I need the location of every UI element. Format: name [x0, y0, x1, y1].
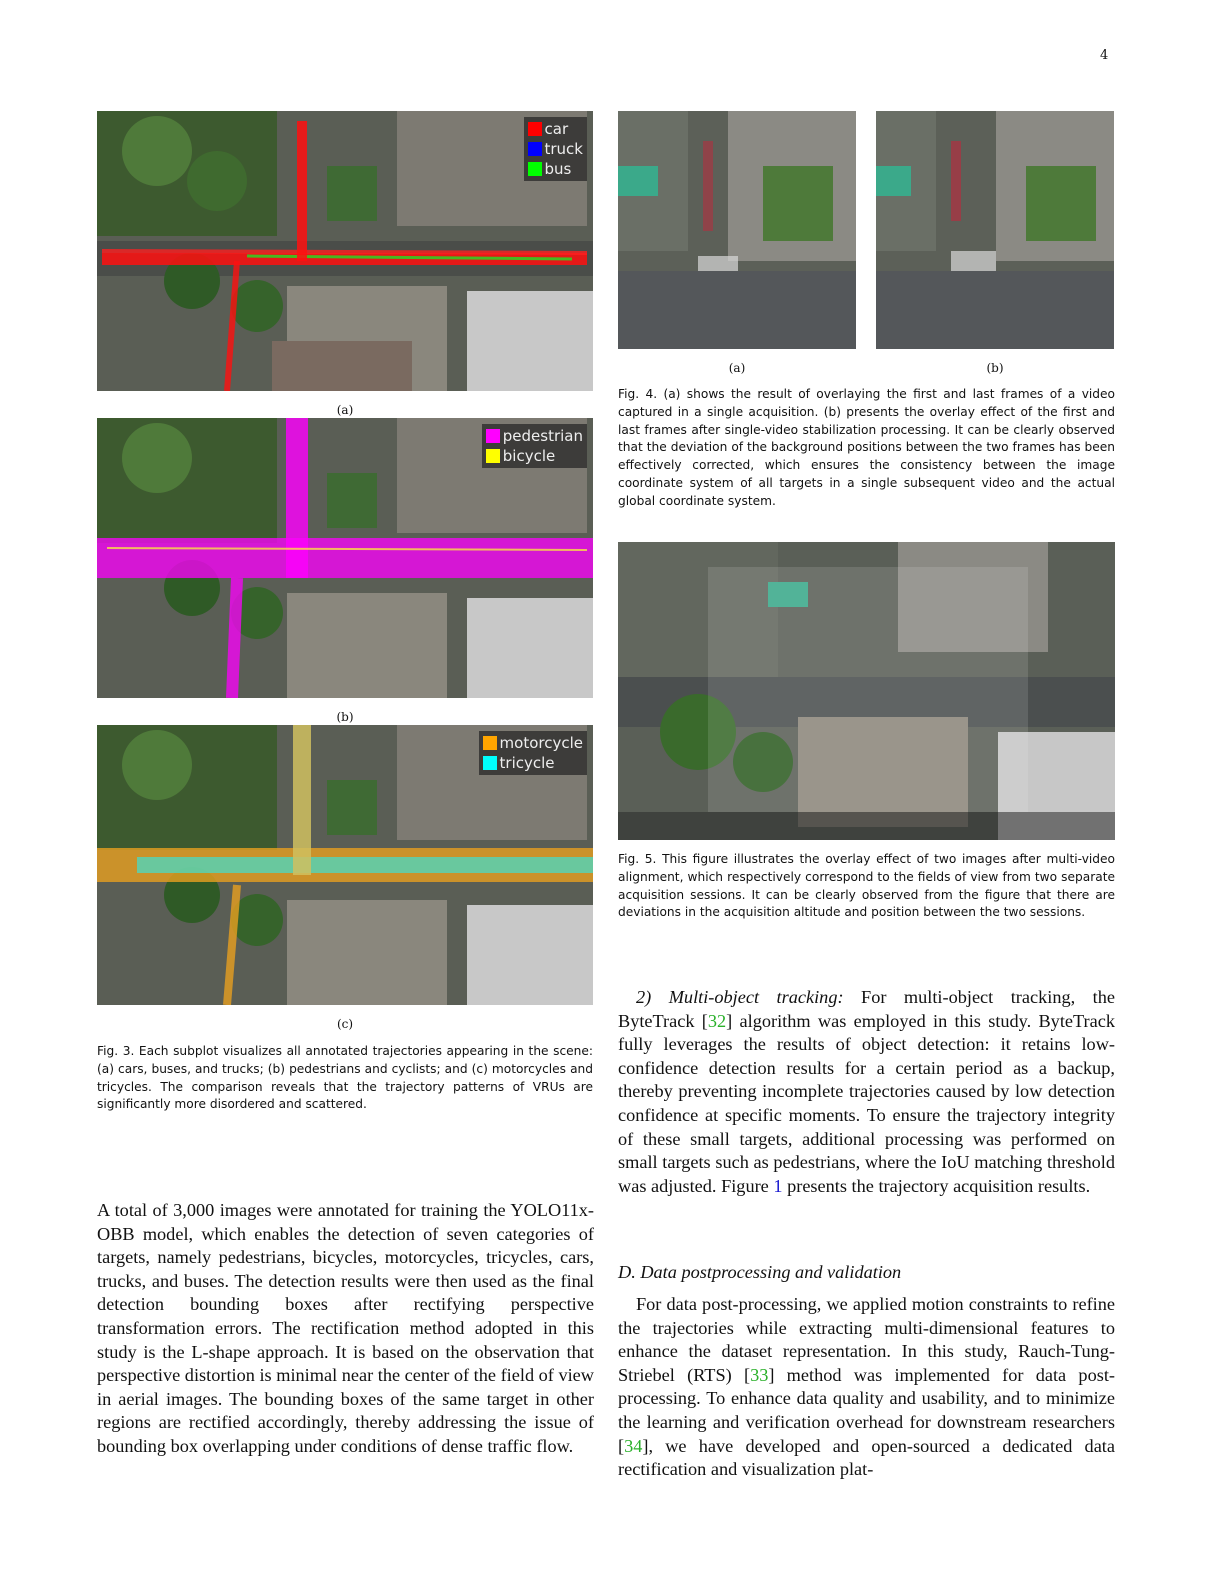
fig4a-label: (a) [728, 361, 746, 375]
legend-item [528, 119, 584, 139]
fig4b-label: (b) [986, 361, 1004, 375]
left-column-paragraph [97, 1199, 594, 1459]
body-paragraph: A total of 3,000 images were annotated for training the YOLO11x-OBB model, which enables the detection of seven categories of targets, namely pedestrians, bicycles, motorcycles, tricycles, cars, trucks, and buses. The detection results were then used as the final detection bounding boxes after rectifying perspective transformation errors. The rectification method adopted in this study is the L-shape approach. It is based on the observation that perspective distortion is minimal near the center of the field of view in aerial images. The bounding boxes of the same target in other regions are rectified accordingly, thereby addressing the issue of bounding box overlapping under conditions of dense traffic flow. [97, 1200, 594, 1456]
tracking-text [618, 986, 1115, 1198]
fig4b-scene [876, 111, 1114, 349]
fig5-image [618, 542, 1115, 840]
fig3a-image [97, 111, 593, 391]
fig3c-label: (c) [336, 1017, 354, 1031]
fig3b-label: (b) [336, 710, 354, 724]
fig3c-legend [479, 731, 587, 775]
postprocessing-paragraph [618, 1293, 1115, 1482]
section-heading: D. Data postprocessing and validation [618, 1262, 902, 1282]
legend-label: tricycle [499, 754, 555, 772]
legend-item [486, 426, 583, 446]
fig3a-label: (a) [336, 403, 354, 417]
fig3b-legend [482, 424, 587, 468]
fig4a-image [618, 111, 856, 349]
legend-swatch [528, 122, 542, 136]
legend-swatch [486, 449, 500, 463]
fig3a-legend [524, 117, 588, 181]
legend-label: bicycle [502, 447, 556, 465]
tracking-text-3: presents the trajectory acquisition results. [782, 1175, 1091, 1196]
legend-swatch [528, 142, 542, 156]
fig4-caption: Fig. 4. (a) shows the result of overlaying the first and last frames of a video captured in a single acquisition. (b) presents the overlay effect of the first and last frames after single-video stabilization processing. It can be clearly observed that the deviation of the background positions between the two frames has been effectively corrected, which ensures the consistency between the image coordinate system of all targets in a single subsequent video and the actual global coordinate system. [618, 387, 1115, 508]
tracking-text-2: ] algorithm was employed in this study. ByteTrack fully leverages the results of object detection: it retains low-confidence detection results for a certain period as a backup, thereby preventing incomplete trajectories caused by low detection confidence at specific moments. To ensure the trajectory integrity of these small targets, additional processing was performed on small targets such as pedestrians, where the IoU matching threshold was adjusted. Figure [618, 1010, 1115, 1196]
legend-label: motorcycle [499, 734, 583, 752]
legend-swatch [483, 756, 497, 770]
post-text-2: ] method was implemented for data post-processing. To enhance data quality and usability, and to minimize the learning and verification overhead for downstream researchers [ [618, 1364, 1115, 1456]
fig3b-image [97, 418, 593, 698]
legend-item [483, 733, 583, 753]
fig5-scene [618, 542, 1115, 840]
legend-label: pedestrian [502, 427, 583, 445]
citation-link[interactable]: 33 [750, 1364, 769, 1385]
legend-swatch [486, 429, 500, 443]
post-text-1: For data post-processing, we applied motion constraints to refine the trajectories while extracting multi-dimensional features to enhance the dataset representation. In this study, Rauch-Tung-Striebel (RTS) [ [618, 1294, 1115, 1385]
tracking-paragraph [618, 986, 1115, 1198]
tracking-text-1: For multi-object tracking, the ByteTrack [ [618, 987, 1115, 1031]
legend-swatch [483, 736, 497, 750]
legend-label: truck [544, 140, 583, 158]
fig3c-image [97, 725, 593, 1005]
legend-item [486, 446, 583, 466]
citation-link[interactable]: 32 [707, 1010, 727, 1031]
fig4a-scene [618, 111, 856, 349]
legend-item [528, 139, 584, 159]
tracking-heading: 2) Multi-object tracking: [636, 987, 844, 1007]
citation-link[interactable]: 34 [624, 1435, 643, 1456]
post-text-3: ], we have developed and open-sourced a dedicated data rectification and visualization plat- [618, 1435, 1115, 1480]
legend-label: bus [544, 160, 572, 178]
page-number: 4 [1100, 48, 1109, 63]
postprocessing-text [618, 1293, 1115, 1482]
legend-item [483, 753, 583, 773]
fig5-caption: Fig. 5. This figure illustrates the overlay effect of two images after multi-video alignment, which respectively correspond to the fields of view from two separate acquisition sessions. It can be clearly observed from the figure that there are deviations in the acquisition altitude and position between the two sessions. [618, 852, 1115, 920]
fig4b-image [876, 111, 1114, 349]
legend-swatch [528, 162, 542, 176]
fig3-caption: Fig. 3. Each subplot visualizes all annotated trajectories appearing in the scene: (a) cars, buses, and trucks; (b) pedestrians and cyclists; and (c) motorcycles and tricycles. The comparison reveals that the trajectory patterns of VRUs are significantly more disordered and scattered. [97, 1044, 593, 1112]
legend-label: car [544, 120, 569, 138]
legend-item [528, 159, 584, 179]
figure-ref-link[interactable]: 1 [773, 1175, 783, 1196]
fig3a-scene [97, 111, 593, 391]
